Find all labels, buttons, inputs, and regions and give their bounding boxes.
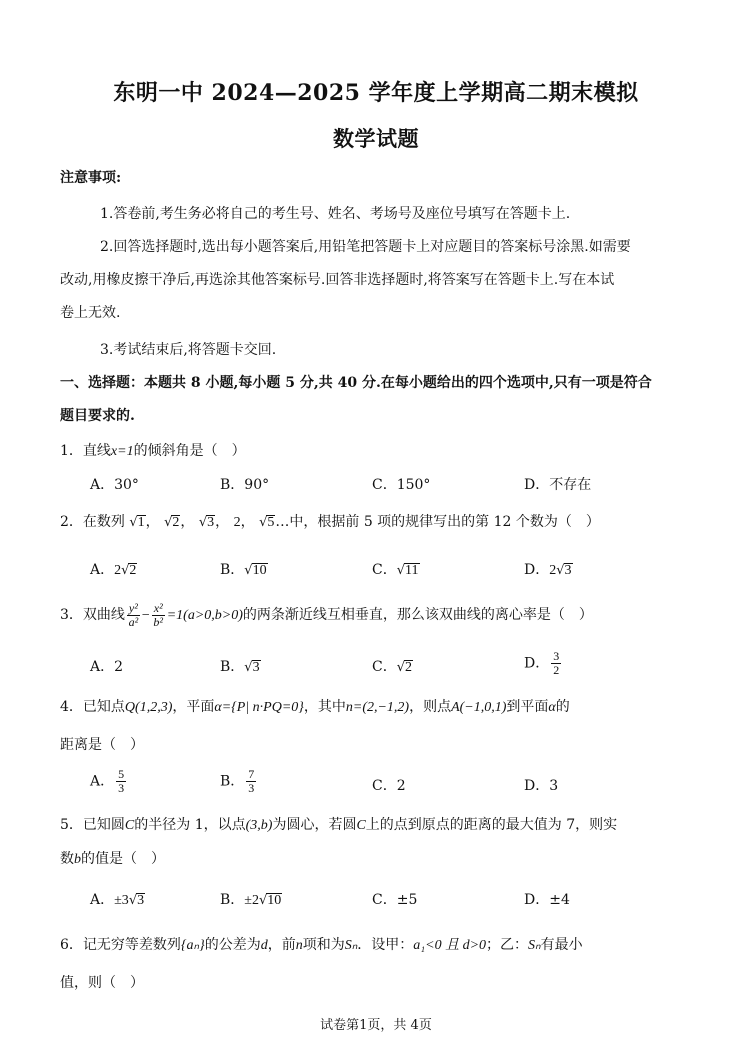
- option-c[interactable]: C．√2: [372, 659, 413, 675]
- question-6-line-1: 6．记无穷等差数列{aₙ}的公差为d，前n项和为Sₙ．设甲：a₁<0 且 d>0；乙：Sₙ有最小: [60, 937, 583, 953]
- option-b[interactable]: B．√10: [220, 562, 267, 578]
- option-c[interactable]: C．±5: [372, 892, 418, 908]
- question-number: 1．: [60, 443, 83, 459]
- page-title: 东明一中 2024—2025 学年度上学期高二期末模拟: [113, 80, 639, 106]
- question-1-options: [90, 474, 710, 498]
- math-expr: x=1: [110, 444, 134, 459]
- option-c[interactable]: C．150°: [372, 477, 431, 493]
- seq-item-3: 3: [207, 515, 215, 530]
- notice-item-2-line-2: 改动,用橡皮擦干净后,再选涂其他答案标号.回答非选择题时,将答案写在答题卡上.写在本试: [60, 272, 615, 288]
- fraction-y2-a2: $\frac{\text{y²}}{\text{a²}}$: [128, 600, 139, 629]
- notice-item-1: 1.答卷前,考生务必将自己的考生号、姓名、考场号及座位号填写在答题卡上.: [100, 206, 571, 222]
- option-a[interactable]: A．±3√3: [90, 892, 145, 908]
- question-4-options: [90, 768, 710, 800]
- question-1: 1．直线x=1的倾斜角是（ ）: [60, 443, 246, 459]
- section-1-line-1: 一、选择题：本题共 8 小题,每小题 5 分,共 40 分.在每小题给出的四个选项中,只有一项是符合: [60, 375, 652, 391]
- question-5-line-2: 数b的值是（ ）: [60, 851, 165, 867]
- question-number: 4．: [60, 699, 83, 715]
- option-a[interactable]: A．30°: [90, 477, 139, 493]
- page-subtitle: 数学试题: [333, 126, 419, 151]
- question-4-line-1: 4．已知点Q(1,2,3)，平面α={P| n·PQ=0}，其中n=(2,−1,2)，则点A(−1,0,1)到平面α的: [60, 699, 570, 715]
- question-6-line-2: 值，则（ ）: [60, 975, 144, 991]
- option-a[interactable]: A． $\frac{5}{3}$: [90, 767, 125, 795]
- question-2: 2．在数列 √1， √2， √3， 2， √5…中，根据前 5 项的规律写出的第 12 个数为（ ）: [60, 514, 600, 530]
- seq-item-2: 2: [172, 515, 180, 530]
- option-d[interactable]: D．2√3: [524, 562, 572, 578]
- option-d[interactable]: D．不存在: [524, 477, 592, 493]
- question-5-options: [90, 889, 710, 913]
- fraction-x2-b2: $\frac{\text{x²}}{\text{b²}}$: [153, 600, 164, 629]
- math-condition: =1(a>0,b>0): [166, 608, 243, 623]
- section-1-line-2: 题目要求的.: [60, 408, 135, 424]
- question-2-options: [90, 559, 710, 583]
- option-d[interactable]: D．3: [524, 778, 559, 794]
- notice-item-2-line-1: 2.回答选择题时,选出每小题答案后,用铅笔把答题卡上对应题目的答案标号涂黑.如需要: [100, 239, 631, 255]
- page-footer: 试卷第1页，共 4页: [320, 1018, 432, 1033]
- option-a[interactable]: A．2: [90, 659, 124, 675]
- question-number: 3．: [60, 607, 83, 623]
- question-number: 2．: [60, 514, 83, 530]
- question-4-line-2: 距离是（ ）: [60, 737, 144, 753]
- option-d[interactable]: D．±4: [524, 892, 570, 908]
- question-number: 5．: [60, 817, 83, 833]
- question-5-line-1: 5．已知圆C的半径为 1，以点(3,b)为圆心，若圆C上的点到原点的距离的最大值为 7，则实: [60, 817, 618, 833]
- notice-item-2-line-3: 卷上无效.: [60, 305, 121, 321]
- notice-heading: 注意事项:: [60, 170, 122, 186]
- seq-item-5: 5: [267, 515, 275, 530]
- option-d[interactable]: D． $\frac{3}{2}$: [524, 649, 560, 677]
- option-b[interactable]: B．90°: [220, 477, 270, 493]
- option-c[interactable]: C．√11: [372, 562, 419, 578]
- question-3-options: [90, 650, 710, 680]
- question-number: 6．: [60, 937, 83, 953]
- seq-item-4: 2: [233, 515, 241, 530]
- option-b[interactable]: B．√3: [220, 659, 260, 675]
- question-3: 3．双曲线 $\frac{\text{y²}}{\text{a²}}$ − $\frac{\text{x²}}{\text{b²}}$ =1(a>0,b>0)的两条渐近线互相垂直，那么该双曲线的离心率是（ ）: [60, 600, 593, 629]
- option-a[interactable]: A．2√2: [90, 562, 137, 578]
- option-b[interactable]: B．±2√10: [220, 892, 282, 908]
- option-b[interactable]: B． $\frac{7}{3}$: [220, 767, 255, 795]
- option-c[interactable]: C．2: [372, 778, 406, 794]
- notice-item-3: 3.考试结束后,将答题卡交回.: [100, 342, 277, 358]
- seq-item-1: 1: [137, 515, 145, 530]
